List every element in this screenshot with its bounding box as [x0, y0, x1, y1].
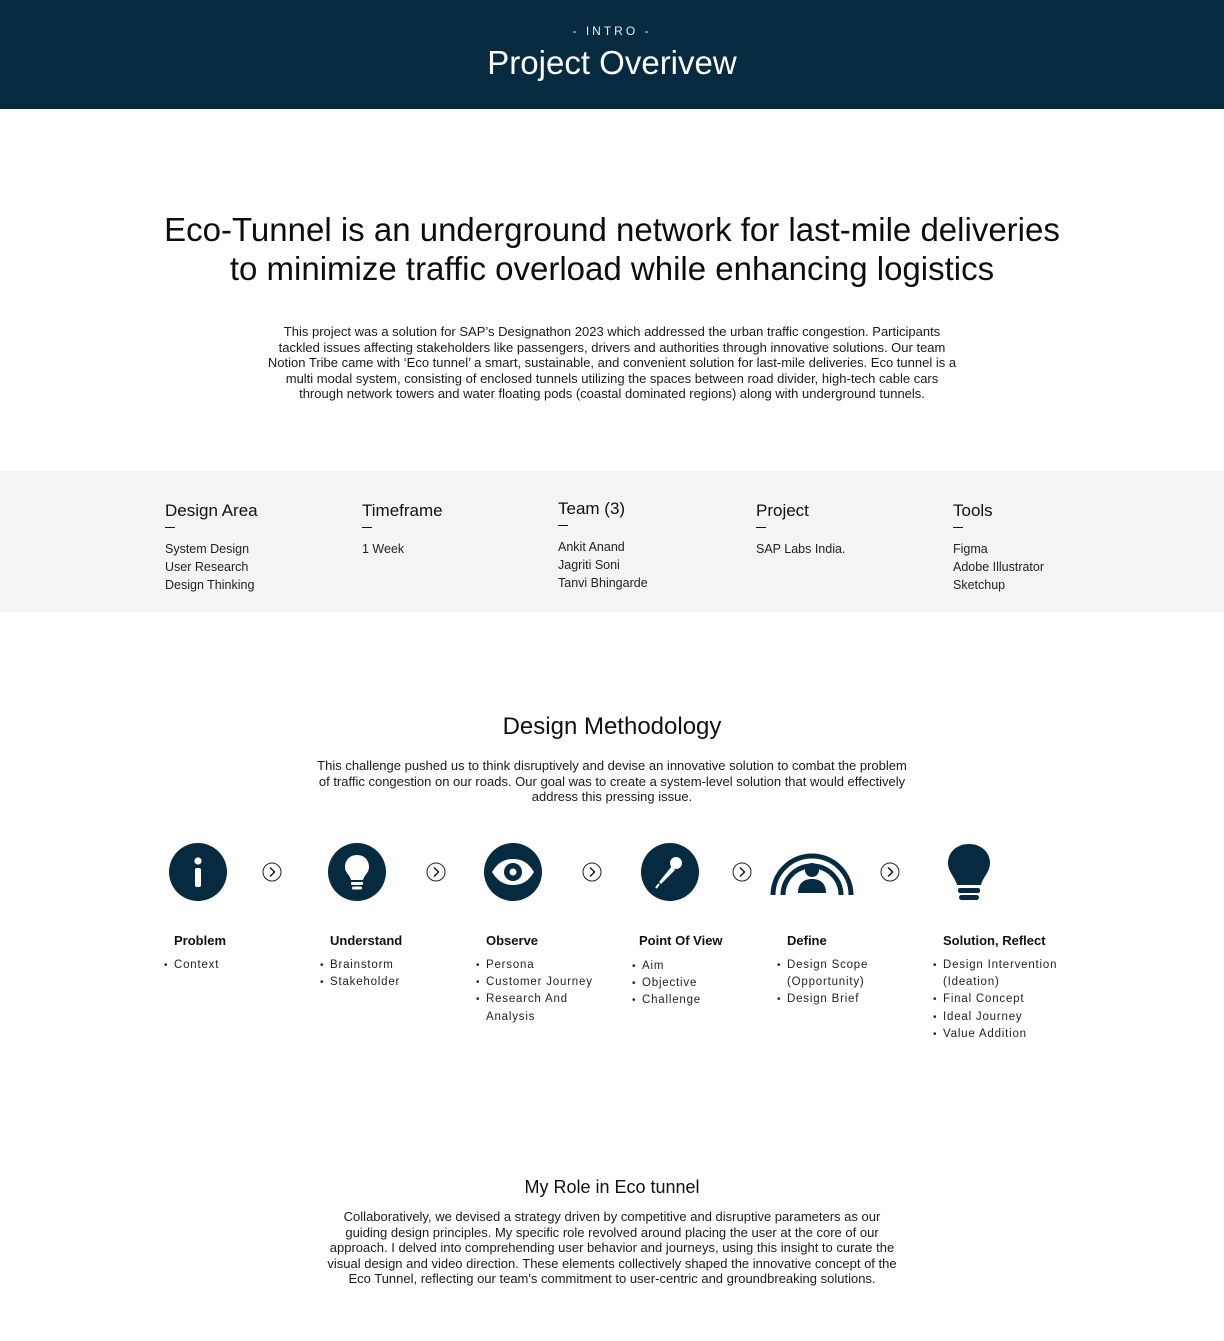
- step-label-problem: Problem: [174, 933, 227, 948]
- meta-design-area: [165, 501, 258, 594]
- meta-divider: [362, 527, 372, 528]
- list-item: • Context: [164, 957, 219, 974]
- meta-item: Tanvi Bhingarde: [558, 576, 648, 590]
- list-item: • Value Addition: [933, 1026, 1057, 1043]
- step-label-solution-reflect: Solution, Reflect: [943, 933, 1046, 948]
- meta-item: User Research: [165, 560, 249, 574]
- lightbulb-icon: [328, 843, 386, 901]
- meta-title: Design Area: [165, 501, 258, 520]
- meta-tools: [953, 501, 1044, 594]
- methodology-title: Design Methodology: [502, 713, 722, 740]
- step-list-understand: [320, 957, 400, 991]
- step-list-problem: [164, 957, 219, 974]
- meta-item: Figma: [953, 542, 988, 556]
- meta-project: [756, 501, 845, 558]
- meta-divider: [756, 527, 766, 528]
- project-headline: [0, 210, 1224, 288]
- step-list-observe: [476, 957, 593, 1026]
- meta-divider: [953, 527, 963, 528]
- bulb-icon: [940, 843, 998, 901]
- meta-item: Sketchup: [953, 578, 1006, 592]
- meta-divider: [558, 525, 568, 526]
- step-label-point-of-view: Point Of View: [639, 933, 723, 948]
- list-item: • Objective: [632, 975, 701, 992]
- list-item: • Design Scope: [777, 957, 868, 974]
- list-item: • Aim: [632, 958, 701, 975]
- meta-item: Adobe Illustrator: [953, 560, 1045, 574]
- headline-line-2: to minimize traffic overload while enhancing logistics: [229, 250, 995, 287]
- page-title: Project Overivew: [487, 44, 737, 81]
- meta-timeframe: [362, 501, 443, 558]
- list-item: • Design Brief: [777, 991, 868, 1008]
- list-item: • Final Concept: [933, 991, 1057, 1008]
- chevron-right-circle-icon: [426, 862, 446, 882]
- role-title: My Role in Eco tunnel: [524, 1177, 700, 1197]
- list-item: • Customer Journey: [476, 974, 593, 991]
- meta-item: Design Thinking: [165, 578, 255, 592]
- meta-divider: [165, 527, 175, 528]
- meta-item: Jagriti Soni: [558, 558, 620, 572]
- meta-team: [558, 499, 648, 592]
- list-item: • Design Intervention: [933, 957, 1057, 974]
- meta-item: SAP Labs India.: [756, 542, 846, 556]
- meta-title: Tools: [953, 501, 993, 520]
- meta-title: Timeframe: [362, 501, 443, 520]
- list-item: Analysis: [486, 1010, 536, 1023]
- intro-header: [0, 0, 1224, 109]
- list-item: (Ideation): [943, 976, 1000, 989]
- list-item: • Challenge: [632, 992, 701, 1009]
- role-paragraph: Collaboratively, we devised a strategy driven by competitive and disruptive parameters as our guiding design principles. My specific role revolved around placing the user at the core of our approach. I delved into comprehending user behavior and journeys, using this insight to curate the visual design and video direction. These elements collectively shaped the innovative concept of the Eco Tunnel, reflecting our team's commitment to user-centric and groundbreaking solutions.: [327, 1209, 897, 1287]
- list-item: (Opportunity): [787, 976, 865, 989]
- microphone-icon: [641, 843, 699, 901]
- step-list-point-of-view: [632, 958, 701, 1010]
- project-meta-band: [0, 471, 1224, 612]
- chevron-right-circle-icon: [262, 862, 282, 882]
- meta-title: Project: [756, 501, 809, 520]
- intro-paragraph: This project was a solution for SAP’s Designathon 2023 which addressed the urban traffic congestion. Participants tackled issues affecting stakeholders like passengers, drivers and authorities through innovative solutions. Our team Notion Tribe came with ‘Eco tunnel’ a smart, sustainable, and convenient solution for last-mile deliveries. Eco tunnel is a multi modal system, consisting of enclosed tunnels utilizing the spaces between road divider, high-tech cable cars through network towers and water floating pods (coastal dominated regions) along with underground tunnels.: [267, 324, 957, 402]
- list-item: • Brainstorm: [320, 957, 400, 974]
- user-rainbow-icon: [770, 843, 854, 901]
- meta-item: System Design: [165, 542, 250, 556]
- step-label-observe: Observe: [486, 933, 539, 948]
- list-item: • Stakeholder: [320, 974, 400, 991]
- headline-line-1: Eco-Tunnel is an underground network for last-mile deliveries: [164, 211, 1060, 248]
- chevron-right-circle-icon: [732, 862, 752, 882]
- step-label-understand: Understand: [330, 933, 403, 948]
- intro-eyebrow: - INTRO -: [572, 24, 652, 38]
- methodology-paragraph: This challenge pushed us to think disruptively and devise an innovative solution to combat the problem of traffic congestion on our roads. Our goal was to create a system-level solution that would effectively address this pressing issue.: [317, 758, 907, 805]
- step-list-define: [777, 957, 868, 1009]
- list-item: • Ideal Journey: [933, 1009, 1057, 1026]
- list-item: • Persona: [476, 957, 593, 974]
- step-label-define: Define: [787, 933, 827, 948]
- list-item: • Research And: [476, 991, 593, 1008]
- meta-item: Ankit Anand: [558, 540, 625, 554]
- meta-item: 1 Week: [362, 542, 405, 556]
- info-icon: [169, 843, 227, 901]
- eye-icon: [484, 843, 542, 901]
- chevron-right-circle-icon: [880, 862, 900, 882]
- meta-title: Team (3): [558, 499, 626, 518]
- step-list-solution-reflect: [933, 957, 1057, 1043]
- chevron-right-circle-icon: [582, 862, 602, 882]
